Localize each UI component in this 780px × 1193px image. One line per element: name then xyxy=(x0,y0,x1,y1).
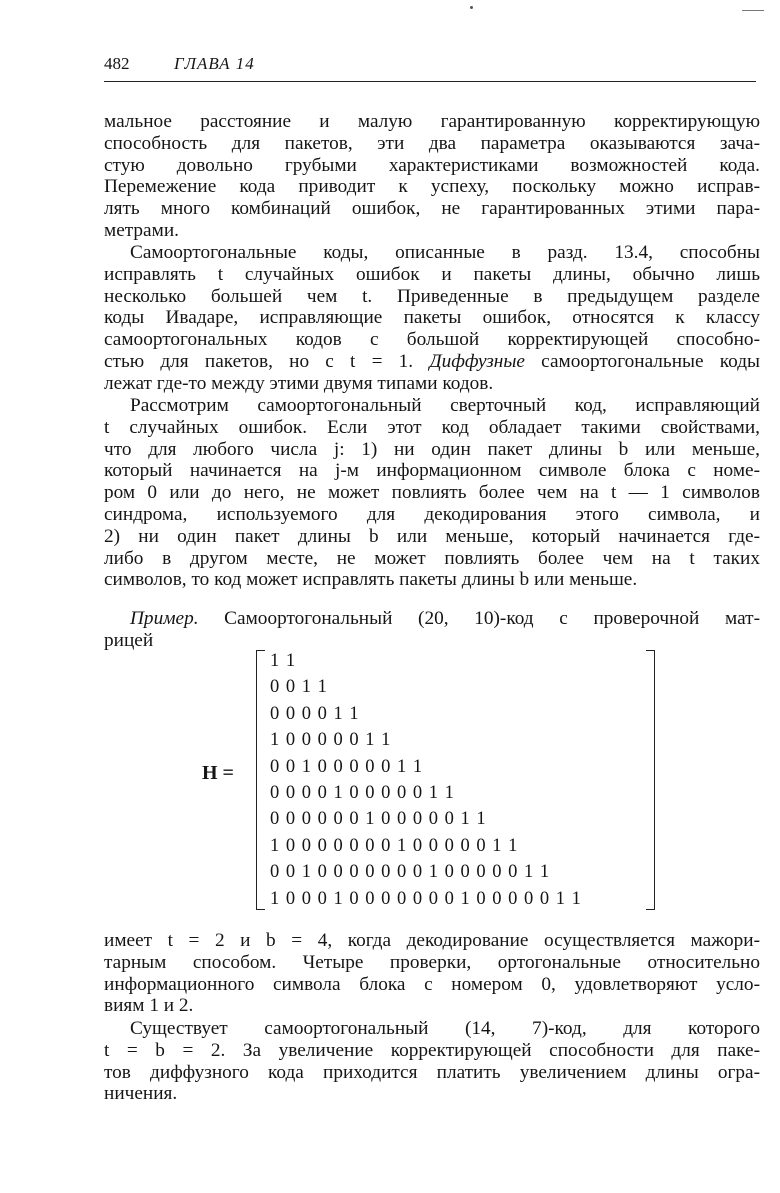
paragraph-example-result xyxy=(104,930,760,1017)
paragraph-diffuse-code xyxy=(104,1018,760,1105)
text-line: тов диффузного кода приходится платить увеличением длины огра- xyxy=(104,1061,760,1083)
parity-check-matrix xyxy=(270,648,650,912)
text-line: исправлять t случайных ошибок и пакеты длины, обычно лишь xyxy=(104,263,760,285)
page-header xyxy=(104,54,760,80)
text-line: лежат где-то между этими двумя типами кодов. xyxy=(104,372,494,394)
matrix-row: 0 0 1 0 0 0 0 0 0 0 1 0 0 0 0 0 1 1 xyxy=(270,862,550,883)
text-line: коды Ивадаре, исправляющие пакеты ошибок, относятся к классу xyxy=(104,307,760,329)
text-line: синдрома, используемого для декодирования этого символа, и xyxy=(104,503,760,525)
text-line: который начинается на j-м информационном символе блока с номе- xyxy=(104,460,760,482)
text-line: лять много комбинаций ошибок, не гарантированных этими пара- xyxy=(104,198,760,220)
text-line: Рассмотрим самоортогональный сверточный код, исправляющий xyxy=(130,395,760,416)
header-rule xyxy=(104,81,756,82)
scan-dot xyxy=(470,6,473,9)
text-line: рицей xyxy=(104,629,154,651)
text-line: Перемежение кода приводит к успеху, поскольку можно исправ- xyxy=(104,176,760,198)
text-fragment: самоортогональные коды xyxy=(524,350,760,372)
text-line: несколько большей чем t. Приведенные в предыдущем разделе xyxy=(104,285,760,307)
page-number: 482 xyxy=(104,54,130,73)
matrix-row: 0 0 0 0 1 0 0 0 0 0 1 1 xyxy=(270,782,454,803)
text-line: метрами. xyxy=(104,219,179,241)
matrix-row: 1 0 0 0 1 0 0 0 0 0 0 0 1 0 0 0 0 0 1 1 xyxy=(270,888,581,909)
text-line: имеет t = 2 и b = 4, когда декодирование осуществляется мажори- xyxy=(104,930,760,951)
text-line: информационного символа блока с номером 0, удовлетворяют усло- xyxy=(104,973,760,995)
matrix-row: 0 0 1 0 0 0 0 0 1 1 xyxy=(270,756,423,777)
text-line: ром 0 или до него, не может повлиять более чем на t — 1 символов xyxy=(104,482,760,504)
italic-term: Диффузные xyxy=(429,350,525,372)
matrix-row: 1 0 0 0 0 0 1 1 xyxy=(270,730,391,751)
text-line: Самоортогональные коды, описанные в разд. 13.4, способны xyxy=(130,242,760,263)
paragraph-convolutional xyxy=(104,395,760,591)
text-line: способность для пакетов, эти два параметра оказываются зача- xyxy=(104,132,760,154)
text-line: символов, то код может исправлять пакеты длины b или меньше. xyxy=(104,569,638,591)
example-intro xyxy=(104,608,760,652)
matrix-row: 0 0 1 1 xyxy=(270,677,327,698)
paragraph-self-orthogonal xyxy=(104,242,760,395)
text-line: Существует самоортогональный (14, 7)-код, для которого xyxy=(130,1018,760,1039)
text-fragment: стью для пакетов, но с t = 1. xyxy=(104,350,414,372)
matrix-name: H = xyxy=(202,762,234,784)
text-line: мальное расстояние и малую гарантированную корректирующую xyxy=(104,111,760,132)
text-line: самоортогональных кодов с большой корректирующей способно- xyxy=(104,329,760,351)
text-line: t случайных ошибок. Если этот код обладает такими свойствами, xyxy=(104,416,760,438)
text-line: t = b = 2. За увеличение корректирующей способности для паке- xyxy=(104,1039,760,1061)
text-line: тарным способом. Четыре проверки, ортогональные относительно xyxy=(104,951,760,973)
matrix-row: 0 0 0 0 1 1 xyxy=(270,703,359,724)
scan-dash xyxy=(742,10,764,11)
matrix-row: 1 0 0 0 0 0 0 0 1 0 0 0 0 0 1 1 xyxy=(270,835,518,856)
text-line: ничения. xyxy=(104,1083,178,1105)
text-line: 2) ни один пакет длины b или меньше, который начинается где- xyxy=(104,525,760,547)
text-line xyxy=(104,608,760,630)
text-line: что для любого числа j: 1) ни один пакет длины b или меньше, xyxy=(104,438,760,460)
chapter-title: ГЛАВА 14 xyxy=(174,54,255,73)
example-label: Пример. xyxy=(130,608,199,629)
matrix-row: 0 0 0 0 0 0 1 0 0 0 0 0 1 1 xyxy=(270,809,486,830)
matrix-row: 1 1 xyxy=(270,651,296,671)
text-line: либо в другом месте, не может повлиять более чем на t таких xyxy=(104,547,760,569)
paragraph-continuation xyxy=(104,111,760,242)
text-line: виям 1 и 2. xyxy=(104,995,194,1017)
matrix-left-bracket xyxy=(256,650,265,910)
text-line xyxy=(104,351,760,373)
text-line: стую довольно грубыми характеристиками возможностей кода. xyxy=(104,154,760,176)
text-fragment: Самоортогональный (20, 10)-код с проверочной мат- xyxy=(198,608,760,629)
